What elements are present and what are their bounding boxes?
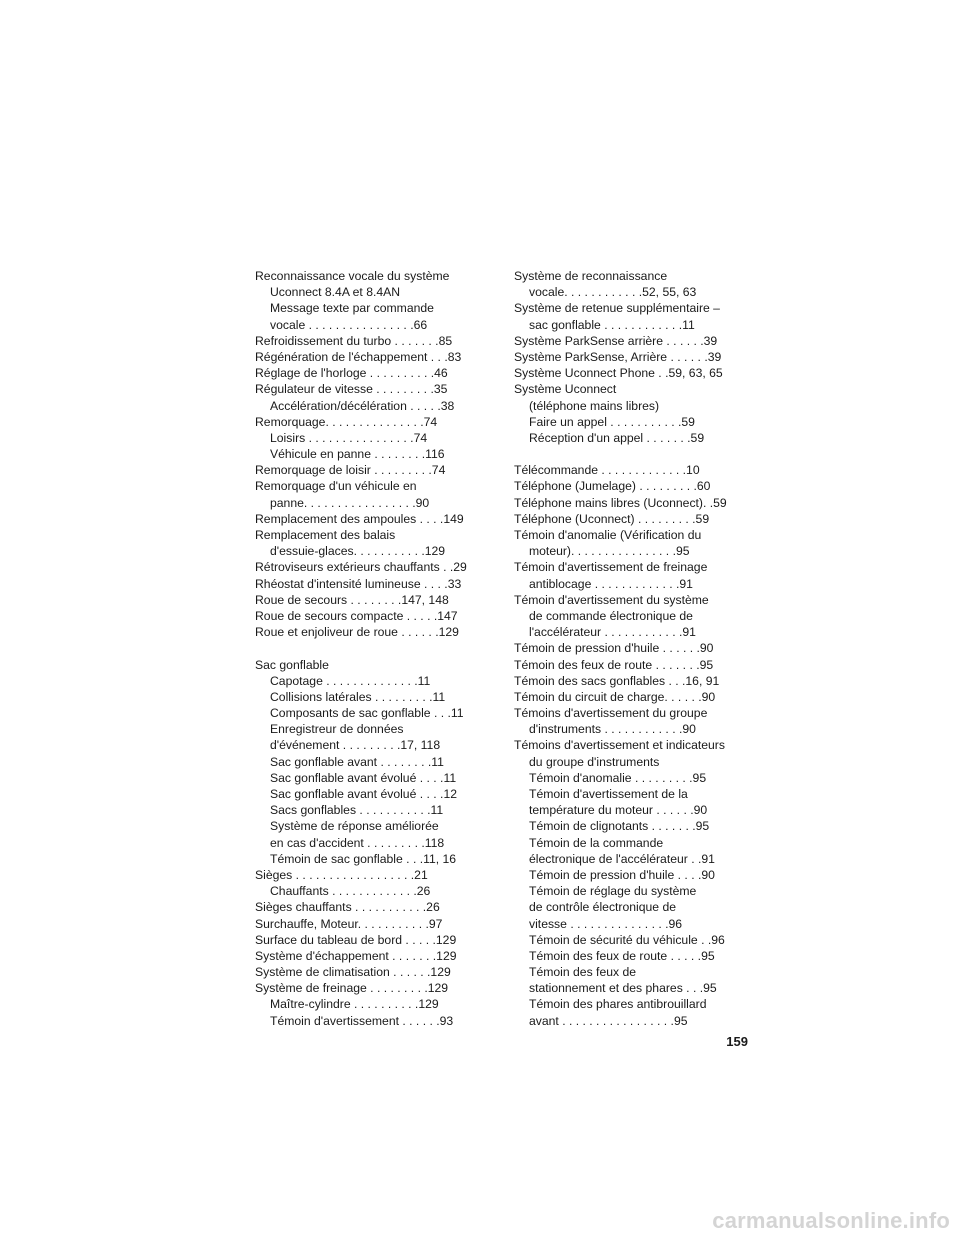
- index-subentry: Sac gonflable avant évolué . . . .12: [270, 787, 458, 801]
- index-subentry: Témoin de pression d'huile . . . .90: [529, 867, 715, 882]
- index-entry: Témoin de pression d'huile . . . . . .90: [514, 641, 714, 656]
- index-entry: Témoin d'avertissement de freinage: [514, 560, 708, 575]
- index-subentry: Sac gonflable avant évolué . . . .11: [270, 770, 457, 785]
- index-entry: Télécommande . . . . . . . . . . . . .10: [514, 463, 700, 478]
- index-entry: Témoin d'avertissement du système: [514, 592, 709, 607]
- index-subentry: sac gonflable . . . . . . . . . . . .11: [529, 317, 695, 332]
- index-subentry: Chauffants . . . . . . . . . . . . .26: [270, 884, 431, 899]
- index-entry: Rétroviseurs extérieurs chauffants . .29: [255, 560, 467, 575]
- index-subentry: Témoin des feux de: [529, 965, 637, 980]
- index-entry: Témoin du circuit de charge. . . . . .90: [514, 689, 716, 704]
- index-subentry: Collisions latérales . . . . . . . . .11: [270, 689, 446, 704]
- index-subentry: d'instruments . . . . . . . . . . . .90: [529, 722, 696, 737]
- index-entry: Système Uconnect Phone . .59, 63, 65: [514, 366, 723, 381]
- index-subentry: en cas d'accident . . . . . . . . .118: [270, 835, 445, 850]
- index-subentry: Uconnect 8.4A et 8.4AN: [270, 285, 401, 300]
- index-subentry: vitesse . . . . . . . . . . . . . . .96: [529, 916, 683, 931]
- index-subentry: Réception d'un appel . . . . . . .59: [529, 430, 705, 445]
- index-subentry: vocale. . . . . . . . . . . .52, 55, 63: [529, 285, 697, 300]
- index-subentry: Témoin de sécurité du véhicule . .96: [529, 932, 725, 947]
- index-subentry: d'événement . . . . . . . . .17, 118: [270, 738, 441, 753]
- index-subentry: Enregistreur de données: [270, 722, 404, 737]
- index-subentry: Témoin de clignotants . . . . . . .95: [529, 819, 710, 834]
- index-entry: Système ParkSense arrière . . . . . .39: [514, 333, 718, 348]
- index-entry: Régénération de l'échappement . . .83: [255, 349, 462, 364]
- index-subentry: Témoin de réglage du système: [529, 884, 697, 899]
- index-subentry: Loisirs . . . . . . . . . . . . . . . .74: [270, 430, 428, 445]
- index-entry: Roue de secours compacte . . . . .147: [255, 608, 458, 623]
- index-subentry: Système de réponse améliorée: [270, 819, 439, 834]
- index-entry: Témoin d'anomalie (Vérification du: [514, 528, 702, 542]
- index-subentry: Sacs gonflables . . . . . . . . . . .11: [270, 803, 444, 818]
- index-subentry: Témoin de la commande: [529, 835, 664, 850]
- index-entry: Sac gonflable: [255, 657, 329, 672]
- index-entry: Système de retenue supplémentaire –: [514, 301, 720, 316]
- index-subentry: de contrôle électronique de: [529, 900, 677, 915]
- watermark: carmanualsonline.info: [712, 1208, 950, 1233]
- page-number: 159: [726, 1034, 748, 1049]
- index-subentry: Maître-cylindre . . . . . . . . . .129: [270, 997, 439, 1012]
- index-entry: Rhéostat d'intensité lumineuse . . . .33: [255, 576, 462, 591]
- index-subentry: stationnement et des phares . . .95: [529, 981, 717, 996]
- index-entry: Témoin des sacs gonflables . . .16, 91: [514, 673, 720, 688]
- index-entry: Système de freinage . . . . . . . . .129: [255, 981, 449, 996]
- index-entry: Réglage de l'horloge . . . . . . . . . .46: [255, 366, 448, 381]
- index-entry: Téléphone (Jumelage) . . . . . . . . .60: [514, 479, 711, 494]
- index-subentry: du groupe d'instruments: [529, 754, 660, 769]
- index-entry: Témoin des feux de route . . . . . . .95: [514, 657, 714, 672]
- index-spacer: [255, 640, 477, 656]
- index-subentry: (téléphone mains libres): [529, 398, 660, 413]
- index-entry: Système d'échappement . . . . . . .129: [255, 948, 457, 963]
- index-entry: Téléphone mains libres (Uconnect). .59: [514, 495, 727, 510]
- index-entry: Refroidissement du turbo . . . . . . .85: [255, 333, 453, 348]
- index-entry: Système Uconnect: [514, 382, 617, 397]
- index-subentry: Accélération/décélération . . . . .38: [270, 398, 455, 413]
- index-entry: Remorquage de loisir . . . . . . . . .74: [255, 463, 446, 478]
- index-subentry: avant . . . . . . . . . . . . . . . . .95: [529, 1013, 688, 1028]
- index-subentry: Témoin d'avertissement de la: [529, 787, 688, 801]
- index-entry: Roue et enjoliveur de roue . . . . . .129: [255, 625, 459, 640]
- index-subentry: vocale . . . . . . . . . . . . . . . .66: [270, 317, 428, 332]
- index-entry: Surface du tableau de bord . . . . .129: [255, 932, 457, 947]
- index-subentry: Capotage . . . . . . . . . . . . . .11: [270, 673, 431, 688]
- index-entry: Téléphone (Uconnect) . . . . . . . . .59: [514, 511, 710, 526]
- index-entry: Système ParkSense, Arrière . . . . . .39: [514, 349, 722, 364]
- index-subentry: Témoin de sac gonflable . . .11, 16: [270, 851, 457, 866]
- index-column-right: [514, 268, 736, 1029]
- index-subentry: électronique de l'accélérateur . .91: [529, 851, 715, 866]
- index-subentry: Témoin d'anomalie . . . . . . . . .95: [529, 770, 707, 785]
- index-subentry: Témoin des phares antibrouillard: [529, 997, 707, 1012]
- index-entry: Système de climatisation . . . . . .129: [255, 965, 451, 980]
- index-subentry: Message texte par commande: [270, 301, 434, 316]
- index-subentry: Sac gonflable avant . . . . . . . .11: [270, 754, 444, 769]
- index-entry: Reconnaissance vocale du système: [255, 269, 450, 283]
- index-entry: Témoins d'avertissement du groupe: [514, 706, 708, 721]
- index-subentry: panne. . . . . . . . . . . . . . . . .90: [270, 495, 430, 510]
- index-entry: Roue de secours . . . . . . . .147, 148: [255, 592, 449, 607]
- index-subentry: Véhicule en panne . . . . . . . .116: [270, 447, 445, 462]
- index-subentry: moteur). . . . . . . . . . . . . . . .95: [529, 544, 690, 559]
- index-subentry: température du moteur . . . . . .90: [529, 803, 708, 818]
- index-entry: Régulateur de vitesse . . . . . . . . .35: [255, 382, 448, 397]
- index-subentry: l'accélérateur . . . . . . . . . . . .91: [529, 625, 696, 640]
- index-column-left: [255, 268, 477, 1029]
- index-subentry: d'essuie-glaces. . . . . . . . . . .129: [270, 544, 446, 559]
- index-subentry: antiblocage . . . . . . . . . . . . .91: [529, 576, 693, 591]
- index-entry: Sièges . . . . . . . . . . . . . . . . . .21: [255, 867, 428, 882]
- index-entry: Système de reconnaissance: [514, 269, 668, 283]
- index-subentry: Témoin d'avertissement . . . . . .93: [270, 1013, 454, 1028]
- index-entry: Surchauffe, Moteur. . . . . . . . . . .97: [255, 916, 443, 931]
- index-entry: Remorquage d'un véhicule en: [255, 479, 417, 494]
- index-entry: Remorquage. . . . . . . . . . . . . . .74: [255, 414, 438, 429]
- index-subentry: Témoin des feux de route . . . . .95: [529, 948, 715, 963]
- index-spacer: [514, 446, 736, 462]
- index-entry: Remplacement des ampoules . . . .149: [255, 511, 464, 526]
- index-entry: Sièges chauffants . . . . . . . . . . .26: [255, 900, 440, 915]
- index-entry: Remplacement des balais: [255, 528, 396, 542]
- index-subentry: Composants de sac gonflable . . .11: [270, 706, 464, 721]
- index-subentry: Faire un appel . . . . . . . . . . .59: [529, 414, 695, 429]
- index-entry: Témoins d'avertissement et indicateurs: [514, 738, 725, 753]
- index-subentry: de commande électronique de: [529, 608, 693, 623]
